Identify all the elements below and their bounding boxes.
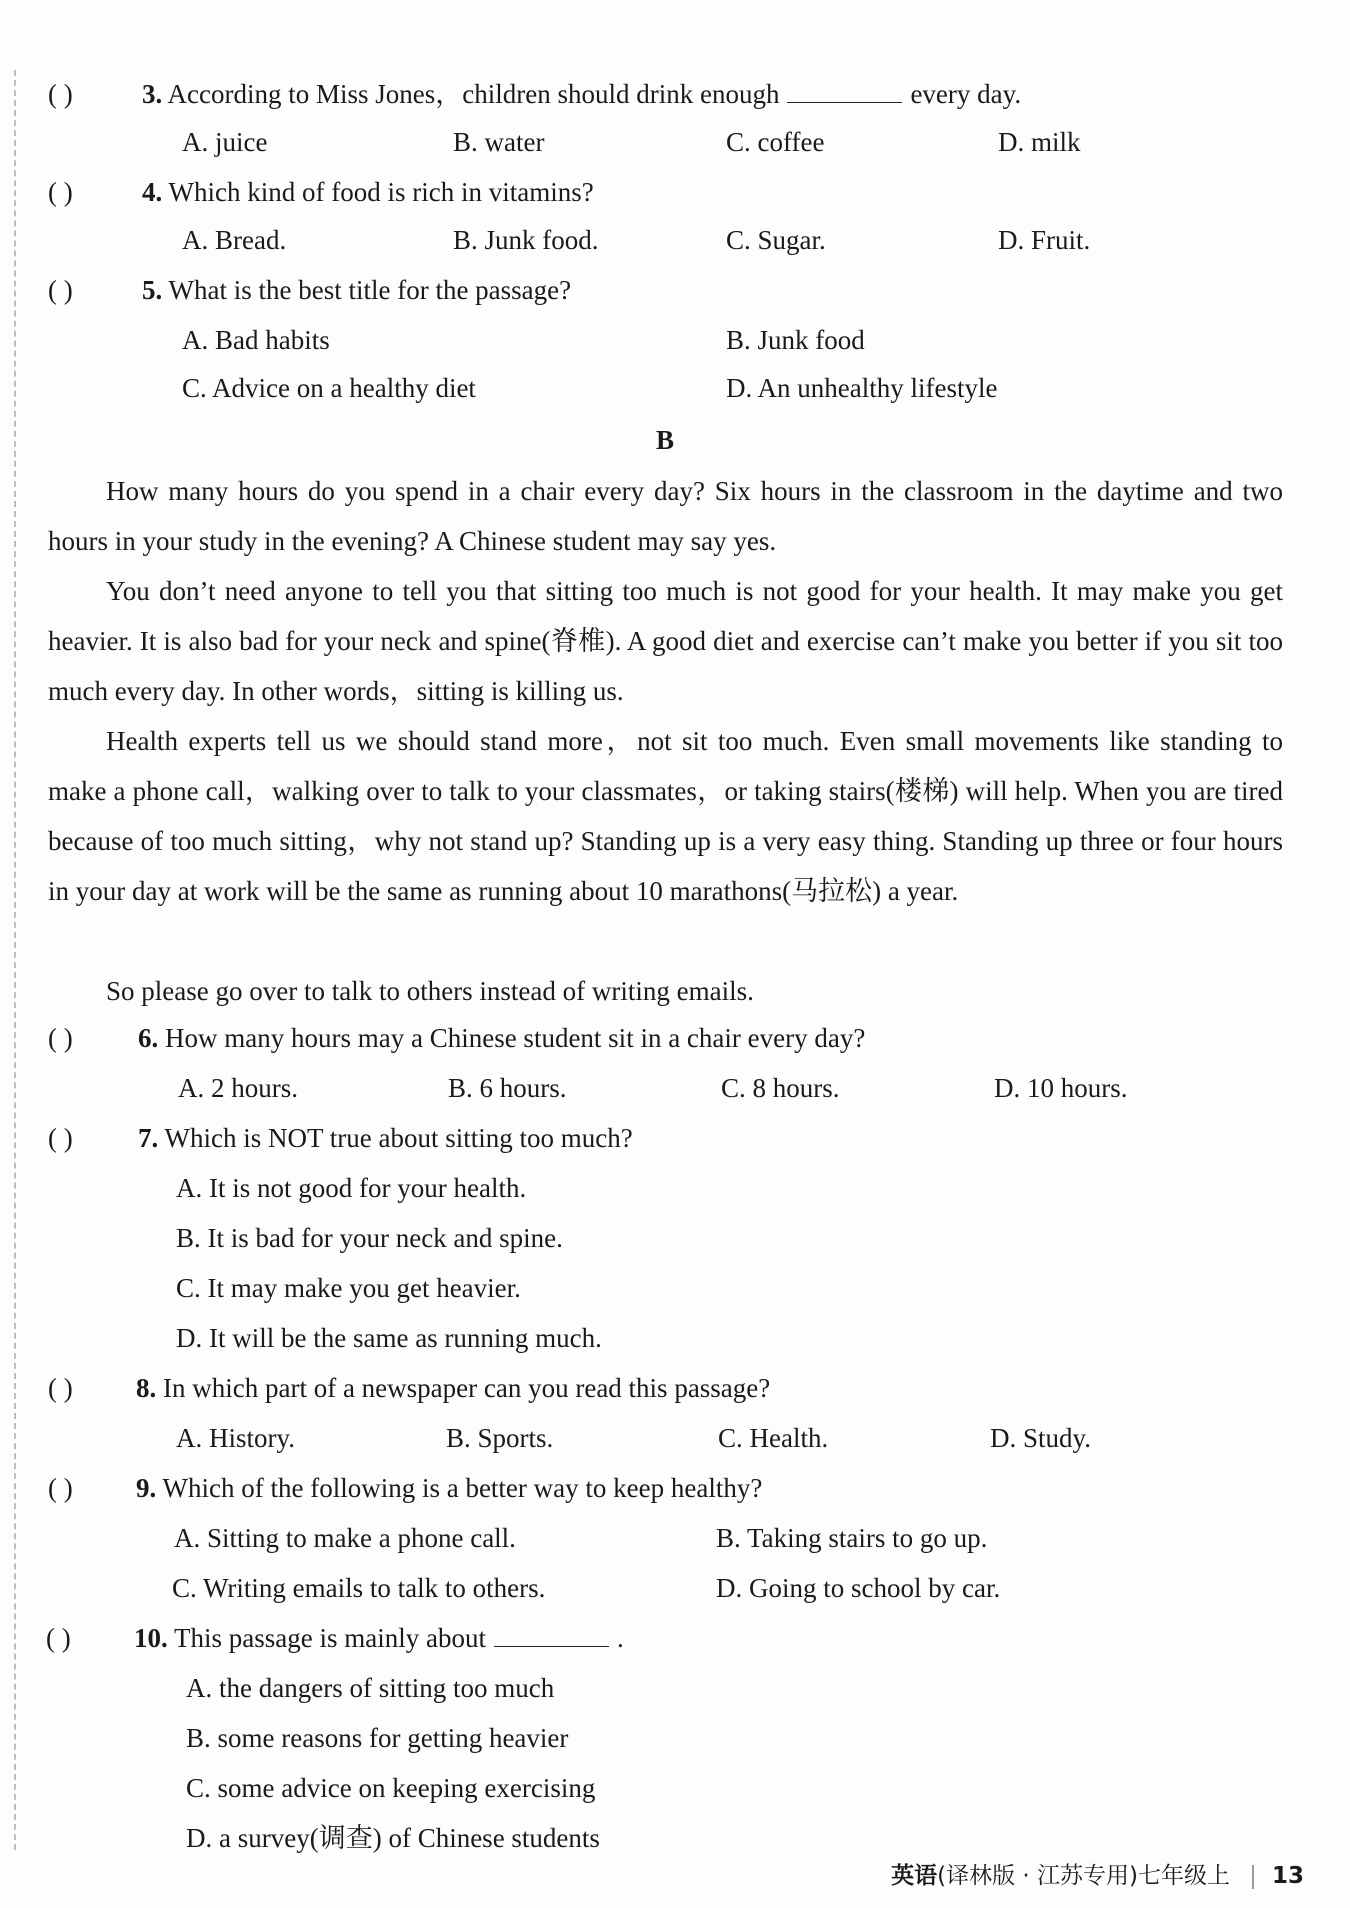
option-d: D. It will be the same as running much. [176, 1323, 602, 1353]
answer-paren[interactable]: ( ) [48, 177, 73, 207]
question-5 [142, 272, 571, 308]
footer-edition: (译林版 · 江苏专用)七年级上 [937, 1863, 1230, 1889]
option-a: A. History. [176, 1423, 295, 1453]
option-c: C. Sugar. [726, 225, 826, 255]
option-c: C. Health. [718, 1423, 829, 1453]
question-number: 8. [136, 1373, 157, 1403]
option-b: B. 6 hours. [448, 1073, 567, 1103]
option-d: D. 10 hours. [994, 1073, 1128, 1103]
passage-paragraph: Health experts tell us we should stand more，not sit too much. Even small movements like standing to make a phone call，walking over to talk to your classmates，or taking stairs(楼梯) will help. When you are tired because of too much sitting，why not stand up? Standing up is a very easy thing. Standing up three or four hours in your day at work will be the same as running about 10 marathons(马拉松) a year. [48, 726, 1283, 906]
question-text-after: . [616, 1623, 624, 1653]
section-title: B [655, 425, 674, 455]
option-b: B. Taking stairs to go up. [716, 1523, 988, 1553]
answer-paren[interactable]: ( ) [48, 1023, 73, 1053]
question-8 [136, 1370, 770, 1406]
footer-divider [1252, 1865, 1254, 1889]
option-d: D. Going to school by car. [716, 1573, 1001, 1603]
option-c: C. Writing emails to talk to others. [172, 1573, 546, 1603]
question-7 [138, 1120, 633, 1156]
question-text: How many hours may a Chinese student sit in a chair every day? [165, 1023, 866, 1053]
question-4 [142, 174, 594, 210]
question-number: 5. [142, 275, 163, 305]
option-a: A. It is not good for your health. [176, 1173, 527, 1203]
option-b: B. Junk food [726, 325, 865, 355]
answer-paren[interactable]: ( ) [48, 275, 73, 305]
question-text: According to Miss Jones，children should drink enough [167, 79, 780, 109]
question-number: 10. [134, 1623, 168, 1653]
option-c: C. It may make you get heavier. [176, 1273, 521, 1303]
binding-margin-line [14, 70, 16, 1850]
option-a: A. juice [182, 127, 268, 157]
question-text: Which of the following is a better way to keep healthy? [162, 1473, 763, 1503]
option-d: D. Fruit. [998, 225, 1091, 255]
question-text: In which part of a newspaper can you read this passage? [163, 1373, 771, 1403]
answer-paren[interactable]: ( ) [48, 79, 73, 109]
question-number: 7. [138, 1123, 159, 1153]
option-d: D. a survey(调查) of Chinese students [186, 1823, 600, 1853]
option-a: A. Bread. [182, 225, 287, 255]
option-d: D. milk [998, 127, 1081, 157]
answer-paren[interactable]: ( ) [48, 1373, 73, 1403]
page-footer [891, 1860, 1304, 1892]
question-3 [142, 76, 1021, 112]
option-a: A. Sitting to make a phone call. [174, 1523, 516, 1553]
answer-blank [494, 1624, 609, 1647]
question-number: 9. [136, 1473, 157, 1503]
option-a: A. 2 hours. [178, 1073, 298, 1103]
footer-subject: 英语 [891, 1863, 938, 1889]
option-d: D. Study. [990, 1423, 1092, 1453]
question-number: 6. [138, 1023, 159, 1053]
option-b: B. water [453, 127, 545, 157]
passage-paragraph: How many hours do you spend in a chair every day? Six hours in the classroom in the daytime and two hours in your study in the evening? A Chinese student may say yes. [48, 476, 1283, 556]
question-10 [134, 1620, 624, 1656]
answer-paren[interactable]: ( ) [48, 1123, 73, 1153]
option-b: B. Junk food. [453, 225, 599, 255]
passage-paragraph: So please go over to talk to others instead of writing emails. [106, 976, 754, 1006]
answer-paren[interactable]: ( ) [46, 1623, 71, 1653]
option-c: C. some advice on keeping exercising [186, 1773, 596, 1803]
question-6 [138, 1020, 865, 1056]
question-text-after: every day. [910, 79, 1022, 109]
answer-paren[interactable]: ( ) [48, 1473, 73, 1503]
option-b: B. some reasons for getting heavier [186, 1723, 569, 1753]
question-text: Which kind of food is rich in vitamins? [168, 177, 594, 207]
option-c: C. 8 hours. [721, 1073, 840, 1103]
question-9 [136, 1470, 762, 1506]
question-number: 4. [142, 177, 163, 207]
question-number: 3. [142, 79, 163, 109]
option-c: C. coffee [726, 127, 825, 157]
option-b: B. It is bad for your neck and spine. [176, 1223, 563, 1253]
option-a: A. Bad habits [182, 325, 330, 355]
passage-paragraph: You don’t need anyone to tell you that sitting too much is not good for your health. It may make you get heavier. It is also bad for your neck and spine(脊椎). A good diet and exercise can’t make you better if you sit too much every day. In other words，sitting is killing us. [48, 576, 1283, 706]
page-number: 13 [1271, 1863, 1304, 1889]
question-text: This passage is mainly about [174, 1623, 486, 1653]
answer-blank [787, 80, 902, 103]
option-b: B. Sports. [446, 1423, 554, 1453]
option-c: C. Advice on a healthy diet [182, 373, 476, 403]
option-d: D. An unhealthy lifestyle [726, 373, 998, 403]
option-a: A. the dangers of sitting too much [186, 1673, 555, 1703]
question-text: What is the best title for the passage? [168, 275, 572, 305]
question-text: Which is NOT true about sitting too much? [164, 1123, 633, 1153]
